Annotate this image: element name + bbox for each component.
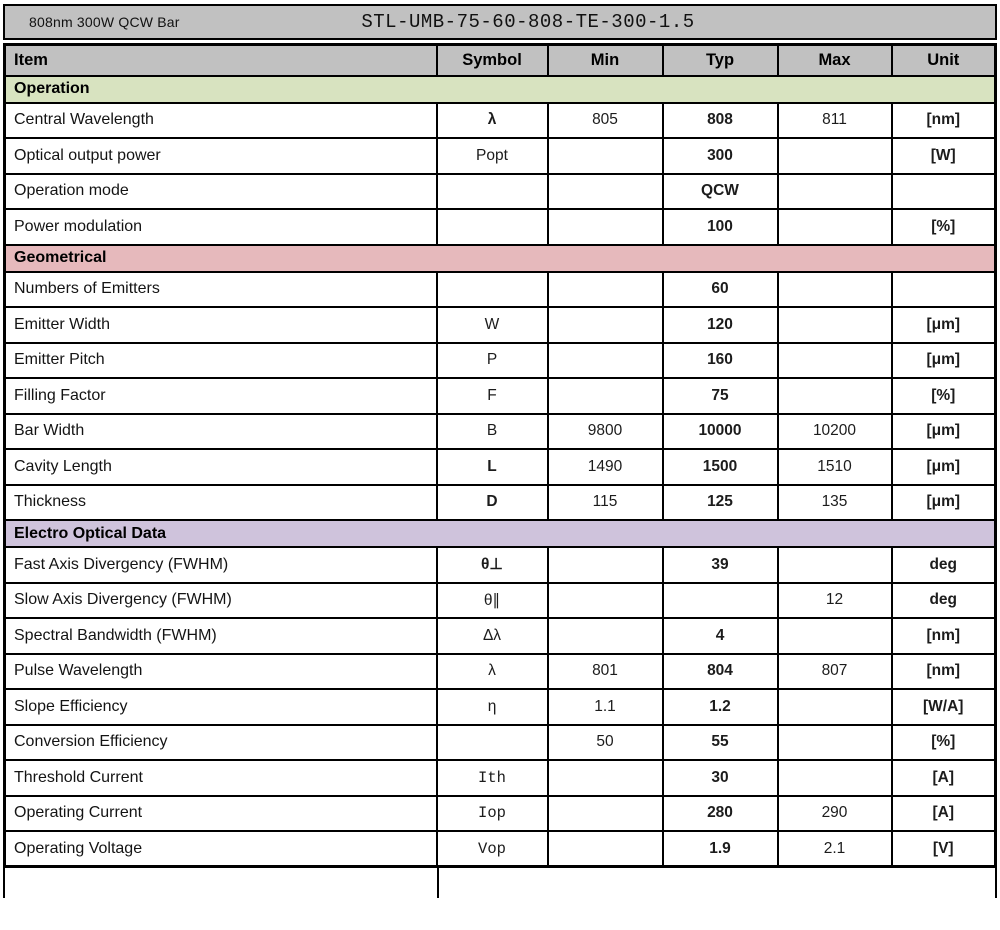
cell-item: Operation mode bbox=[5, 174, 437, 210]
cell-typ: QCW bbox=[663, 174, 778, 210]
cell-symbol bbox=[437, 174, 548, 210]
spec-table-body bbox=[5, 76, 996, 867]
cell-max: 135 bbox=[778, 485, 892, 521]
cell-min bbox=[548, 831, 663, 867]
cell-typ: 804 bbox=[663, 654, 778, 690]
cell-min bbox=[548, 174, 663, 210]
cell-unit: [nm] bbox=[892, 618, 996, 654]
section-row-operation bbox=[5, 76, 996, 103]
cell-unit: [%] bbox=[892, 209, 996, 245]
cell-max bbox=[778, 343, 892, 379]
cell-typ: 160 bbox=[663, 343, 778, 379]
cell-typ: 55 bbox=[663, 725, 778, 761]
table-row bbox=[5, 272, 996, 308]
table-row bbox=[5, 796, 996, 832]
cell-typ: 1.9 bbox=[663, 831, 778, 867]
cell-typ: 10000 bbox=[663, 414, 778, 450]
cell-symbol: η bbox=[437, 689, 548, 725]
table-row bbox=[5, 103, 996, 139]
cell-item: Pulse Wavelength bbox=[5, 654, 437, 690]
cell-symbol: F bbox=[437, 378, 548, 414]
table-row bbox=[5, 343, 996, 379]
cell-typ: 39 bbox=[663, 547, 778, 583]
cell-max bbox=[778, 547, 892, 583]
clipped-next-row bbox=[3, 868, 997, 898]
cell-unit: [μm] bbox=[892, 343, 996, 379]
cell-typ: 60 bbox=[663, 272, 778, 308]
cell-min bbox=[548, 760, 663, 796]
cell-item: Spectral Bandwidth (FWHM) bbox=[5, 618, 437, 654]
cell-typ: 125 bbox=[663, 485, 778, 521]
cell-symbol bbox=[437, 209, 548, 245]
table-row bbox=[5, 760, 996, 796]
section-title: Operation bbox=[5, 76, 996, 103]
datasheet-page bbox=[3, 4, 997, 898]
cell-item: Cavity Length bbox=[5, 449, 437, 485]
table-row bbox=[5, 618, 996, 654]
cell-unit: [W] bbox=[892, 138, 996, 174]
table-row bbox=[5, 654, 996, 690]
cell-symbol: W bbox=[437, 307, 548, 343]
cell-min: 801 bbox=[548, 654, 663, 690]
cell-symbol: B bbox=[437, 414, 548, 450]
cell-min bbox=[548, 272, 663, 308]
cell-item: Operating Current bbox=[5, 796, 437, 832]
cell-min bbox=[548, 378, 663, 414]
cell-unit bbox=[892, 272, 996, 308]
cell-min: 1490 bbox=[548, 449, 663, 485]
cell-min bbox=[548, 307, 663, 343]
section-title: Electro Optical Data bbox=[5, 520, 996, 547]
cell-symbol: Ith bbox=[437, 760, 548, 796]
section-row-geometrical bbox=[5, 245, 996, 272]
header-row bbox=[5, 45, 996, 76]
cell-min bbox=[548, 618, 663, 654]
cell-item: Slope Efficiency bbox=[5, 689, 437, 725]
cell-unit: [μm] bbox=[892, 307, 996, 343]
cell-max bbox=[778, 725, 892, 761]
cell-min bbox=[548, 138, 663, 174]
cell-symbol: θ∥ bbox=[437, 583, 548, 619]
table-row bbox=[5, 583, 996, 619]
cell-min: 115 bbox=[548, 485, 663, 521]
cell-item: Optical output power bbox=[5, 138, 437, 174]
cell-symbol: L bbox=[437, 449, 548, 485]
cell-symbol bbox=[437, 272, 548, 308]
cell-max bbox=[778, 272, 892, 308]
cell-item: Numbers of Emitters bbox=[5, 272, 437, 308]
cell-unit: [A] bbox=[892, 796, 996, 832]
cell-symbol: λ bbox=[437, 654, 548, 690]
table-row bbox=[5, 831, 996, 867]
cell-min: 9800 bbox=[548, 414, 663, 450]
table-row bbox=[5, 547, 996, 583]
table-row bbox=[5, 378, 996, 414]
table-row bbox=[5, 414, 996, 450]
cell-max bbox=[778, 209, 892, 245]
cell-unit: [%] bbox=[892, 725, 996, 761]
cell-typ: 1500 bbox=[663, 449, 778, 485]
cell-unit: [nm] bbox=[892, 103, 996, 139]
cell-max: 1510 bbox=[778, 449, 892, 485]
spec-table bbox=[3, 43, 997, 868]
cell-typ: 300 bbox=[663, 138, 778, 174]
cell-item: Threshold Current bbox=[5, 760, 437, 796]
cell-item: Bar Width bbox=[5, 414, 437, 450]
table-row bbox=[5, 725, 996, 761]
cell-max: 2.1 bbox=[778, 831, 892, 867]
cell-min: 805 bbox=[548, 103, 663, 139]
cell-max bbox=[778, 174, 892, 210]
cell-unit: [%] bbox=[892, 378, 996, 414]
cell-symbol: θ⊥ bbox=[437, 547, 548, 583]
table-row bbox=[5, 485, 996, 521]
cell-unit: deg bbox=[892, 583, 996, 619]
cell-unit: [A] bbox=[892, 760, 996, 796]
cell-max bbox=[778, 378, 892, 414]
cell-max bbox=[778, 618, 892, 654]
cell-min bbox=[548, 547, 663, 583]
cell-min bbox=[548, 209, 663, 245]
cell-max bbox=[778, 138, 892, 174]
cell-max: 290 bbox=[778, 796, 892, 832]
cell-min: 50 bbox=[548, 725, 663, 761]
cell-item: Thickness bbox=[5, 485, 437, 521]
cell-typ: 75 bbox=[663, 378, 778, 414]
cell-symbol: Δλ bbox=[437, 618, 548, 654]
cell-max bbox=[778, 307, 892, 343]
cell-item: Operating Voltage bbox=[5, 831, 437, 867]
column-header-min: Min bbox=[548, 45, 663, 76]
table-row bbox=[5, 138, 996, 174]
cell-max bbox=[778, 689, 892, 725]
cell-symbol: Popt bbox=[437, 138, 548, 174]
cell-min bbox=[548, 343, 663, 379]
cell-typ: 280 bbox=[663, 796, 778, 832]
cell-typ: 4 bbox=[663, 618, 778, 654]
column-header-symbol: Symbol bbox=[437, 45, 548, 76]
cell-unit: [nm] bbox=[892, 654, 996, 690]
cell-item: Slow Axis Divergency (FWHM) bbox=[5, 583, 437, 619]
cell-symbol: Vop bbox=[437, 831, 548, 867]
column-header-item: Item bbox=[5, 45, 437, 76]
section-row-electro-optical-data bbox=[5, 520, 996, 547]
column-header-typ: Typ bbox=[663, 45, 778, 76]
product-name: 808nm 300W QCW Bar bbox=[29, 14, 180, 30]
cell-item: Emitter Pitch bbox=[5, 343, 437, 379]
cell-symbol: P bbox=[437, 343, 548, 379]
cell-symbol bbox=[437, 725, 548, 761]
table-row bbox=[5, 174, 996, 210]
cell-item: Conversion Efficiency bbox=[5, 725, 437, 761]
table-row bbox=[5, 209, 996, 245]
table-row bbox=[5, 449, 996, 485]
section-title: Geometrical bbox=[5, 245, 996, 272]
cell-symbol: D bbox=[437, 485, 548, 521]
cell-typ: 30 bbox=[663, 760, 778, 796]
cell-typ: 120 bbox=[663, 307, 778, 343]
cell-max: 10200 bbox=[778, 414, 892, 450]
cell-typ: 808 bbox=[663, 103, 778, 139]
spec-table-header bbox=[5, 45, 996, 76]
cell-unit: [μm] bbox=[892, 485, 996, 521]
table-row bbox=[5, 689, 996, 725]
table-row bbox=[5, 307, 996, 343]
cell-min bbox=[548, 583, 663, 619]
cell-item: Central Wavelength bbox=[5, 103, 437, 139]
cell-max: 811 bbox=[778, 103, 892, 139]
cell-max: 12 bbox=[778, 583, 892, 619]
cell-item: Filling Factor bbox=[5, 378, 437, 414]
cell-max bbox=[778, 760, 892, 796]
cell-item: Fast Axis Divergency (FWHM) bbox=[5, 547, 437, 583]
cell-min bbox=[548, 796, 663, 832]
model-number: STL-UMB-75-60-808-TE-300-1.5 bbox=[361, 11, 695, 33]
cell-unit: deg bbox=[892, 547, 996, 583]
cell-typ bbox=[663, 583, 778, 619]
cell-unit: [W/A] bbox=[892, 689, 996, 725]
cell-item: Power modulation bbox=[5, 209, 437, 245]
cell-symbol: Iop bbox=[437, 796, 548, 832]
cell-symbol: λ bbox=[437, 103, 548, 139]
cell-unit: [μm] bbox=[892, 449, 996, 485]
title-bar bbox=[3, 4, 997, 40]
column-header-max: Max bbox=[778, 45, 892, 76]
cell-typ: 100 bbox=[663, 209, 778, 245]
column-divider bbox=[437, 868, 439, 898]
cell-typ: 1.2 bbox=[663, 689, 778, 725]
column-header-unit: Unit bbox=[892, 45, 996, 76]
cell-unit: [μm] bbox=[892, 414, 996, 450]
cell-max: 807 bbox=[778, 654, 892, 690]
cell-item: Emitter Width bbox=[5, 307, 437, 343]
cell-unit: [V] bbox=[892, 831, 996, 867]
cell-unit bbox=[892, 174, 996, 210]
cell-min: 1.1 bbox=[548, 689, 663, 725]
